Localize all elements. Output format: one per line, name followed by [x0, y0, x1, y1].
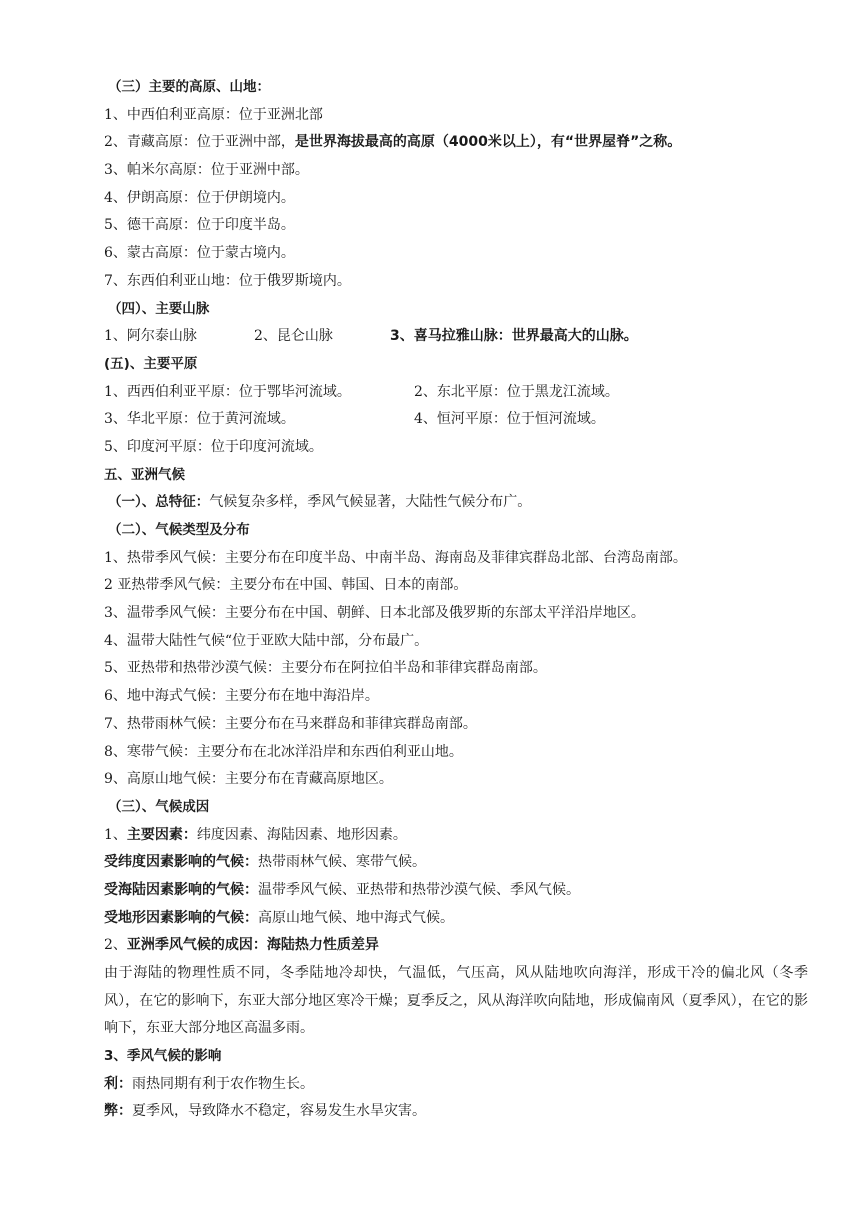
list-item: [0, 572, 860, 600]
item-text: 1、热带季风气候：主要分布在印度半岛、中南半岛、海南岛及菲律宾群岛北部、台湾岛南部。: [104, 549, 687, 566]
mountain-himalaya: 3、喜马拉雅山脉：世界最高大的山脉。: [390, 328, 638, 345]
list-item: [0, 240, 860, 268]
impact-con: [0, 1098, 860, 1126]
impact-pro: [0, 1071, 860, 1099]
list-item: [0, 102, 860, 130]
item-text: 9、高原山地气候：主要分布在青藏高原地区。: [104, 771, 393, 788]
heading-text: （二）、气候类型及分布: [108, 522, 250, 538]
monsoon-explanation-paragraph: 由于海陆的物理性质不同，冬季陆地冷却快，气温低，气压高，风从陆地吹向海洋，形成干冷的偏北风（冬季风），在它的影响下，东亚大部分地区寒冷干燥；夏季反之，风从海洋吹向陆地，形成偏南风（夏季风），在它的影响下，东亚大部分地区高温多雨。: [104, 965, 808, 1037]
climate-feature: [0, 489, 860, 517]
plain-item: 5、印度河平原：位于印度河流域。: [104, 438, 323, 455]
heading-text: （三）主要的高原、山地：: [108, 79, 270, 95]
heading-text: 五、亚洲气候: [104, 466, 185, 483]
cause-label: 亚洲季风气候的成因：海陆热力性质差异: [126, 937, 379, 954]
item-text: 5、德干高原：位于印度半岛。: [104, 217, 295, 234]
list-item: [0, 628, 860, 656]
cause-text: 热带雨林气候、寒带气候。: [258, 854, 426, 871]
plains-row: [0, 406, 860, 434]
item-text: 2、青藏高原：位于亚洲中部，: [104, 134, 295, 151]
item-text: 4、温带大陆性气候“位于亚欧大陆中部，分布最广。: [104, 632, 429, 649]
section-heading-climate: [0, 462, 860, 490]
pro-text: 雨热同期有利于农作物生长。: [132, 1075, 314, 1092]
list-item: [0, 711, 860, 739]
list-item: [0, 157, 860, 185]
heading-text: 3、季风气候的影响: [104, 1048, 222, 1065]
cause-label: 受纬度因素影响的气候：: [104, 854, 258, 871]
cause-latitude: [0, 849, 860, 877]
climate-causes-heading: [0, 794, 860, 822]
list-item: [0, 683, 860, 711]
heading-text: (五)、主要平原: [104, 355, 198, 372]
list-item: [0, 545, 860, 573]
cause-text: 纬度因素、海陆因素、地形因素。: [196, 826, 407, 843]
mountain-kunlun: 2、昆仑山脉: [254, 328, 333, 345]
plain-item: 1、西西伯利亚平原：位于鄂毕河流域。: [104, 383, 351, 400]
item-text: 7、东西伯利亚山地：位于俄罗斯境内。: [104, 272, 351, 289]
item-text: 2 亚热带季风气候：主要分布在中国、韩国、日本的南部。: [104, 577, 468, 594]
heading-text: （三）、气候成因: [108, 798, 210, 815]
item-text: 5、亚热带和热带沙漠气候：主要分布在阿拉伯半岛和菲律宾群岛南部。: [104, 660, 547, 677]
feature-text: 气候复杂多样，季风气候显著，大陆性气候分布广。: [209, 494, 532, 511]
document-page: [0, 74, 860, 1126]
plains-row: [0, 434, 860, 462]
item-text: 3、温带季风气候：主要分布在中国、朝鲜、日本北部及俄罗斯的东部太平洋沿岸地区。: [104, 605, 645, 622]
item-text: 6、蒙古高原：位于蒙古境内。: [104, 245, 295, 262]
con-text: 夏季风，导致降水不稳定，容易发生水旱灾害。: [132, 1103, 426, 1120]
item-text: 8、寒带气候：主要分布在北冰洋沿岸和东西伯利亚山地。: [104, 743, 463, 760]
cause-text: 高原山地气候、地中海式气候。: [258, 909, 454, 926]
list-item: [0, 739, 860, 767]
item-text: 6、地中海式气候：主要分布在地中海沿岸。: [104, 688, 379, 705]
cause-sea-land: [0, 877, 860, 905]
feature-label: （一）、总特征：: [108, 494, 210, 511]
list-item: [0, 766, 860, 794]
plain-item: 3、华北平原：位于黄河流域。: [104, 411, 295, 428]
cause-monsoon-heading: [0, 932, 860, 960]
list-item: [0, 185, 860, 213]
list-item: [0, 129, 860, 157]
list-item: [0, 212, 860, 240]
cause-terrain: [0, 905, 860, 933]
cause-label: 受海陆因素影响的气候：: [104, 881, 258, 898]
section-heading-plains: [0, 351, 860, 379]
cause-label: 受地形因素影响的气候：: [104, 909, 258, 926]
item-text: 3、帕米尔高原：位于亚洲中部。: [104, 162, 309, 179]
list-item: [0, 600, 860, 628]
list-item: [0, 268, 860, 296]
cause-main-factors: [0, 822, 860, 850]
con-label: 弊：: [104, 1103, 132, 1120]
section-heading-mountains: [0, 296, 860, 324]
impact-heading: [0, 1043, 860, 1071]
cause-text: 温带季风气候、亚热带和热带沙漠气候、季风气候。: [258, 881, 580, 898]
heading-text: （四）、主要山脉: [108, 300, 210, 317]
item-bold-text: 是世界海拔最高的高原（4000米以上），有“世界屋脊”之称。: [294, 134, 682, 151]
plains-row: [0, 379, 860, 407]
mountain-altai: 1、阿尔泰山脉: [104, 328, 197, 345]
cause-number: 2、: [104, 937, 127, 954]
cause-number: 1、: [104, 826, 127, 843]
pro-label: 利：: [104, 1075, 132, 1092]
plain-item: 4、恒河平原：位于恒河流域。: [414, 411, 605, 428]
list-item: [0, 655, 860, 683]
cause-label: 主要因素：: [126, 826, 197, 843]
item-text: 4、伊朗高原：位于伊朗境内。: [104, 189, 295, 206]
item-text: 7、热带雨林气候：主要分布在马来群岛和菲律宾群岛南部。: [104, 715, 477, 732]
item-text: 1、中西伯利亚高原：位于亚洲北部: [104, 106, 323, 123]
climate-types-heading: [0, 517, 860, 545]
plain-item: 2、东北平原：位于黑龙江流域。: [414, 383, 619, 400]
section-heading-highlands: [0, 74, 860, 102]
mountains-row: [0, 323, 860, 351]
